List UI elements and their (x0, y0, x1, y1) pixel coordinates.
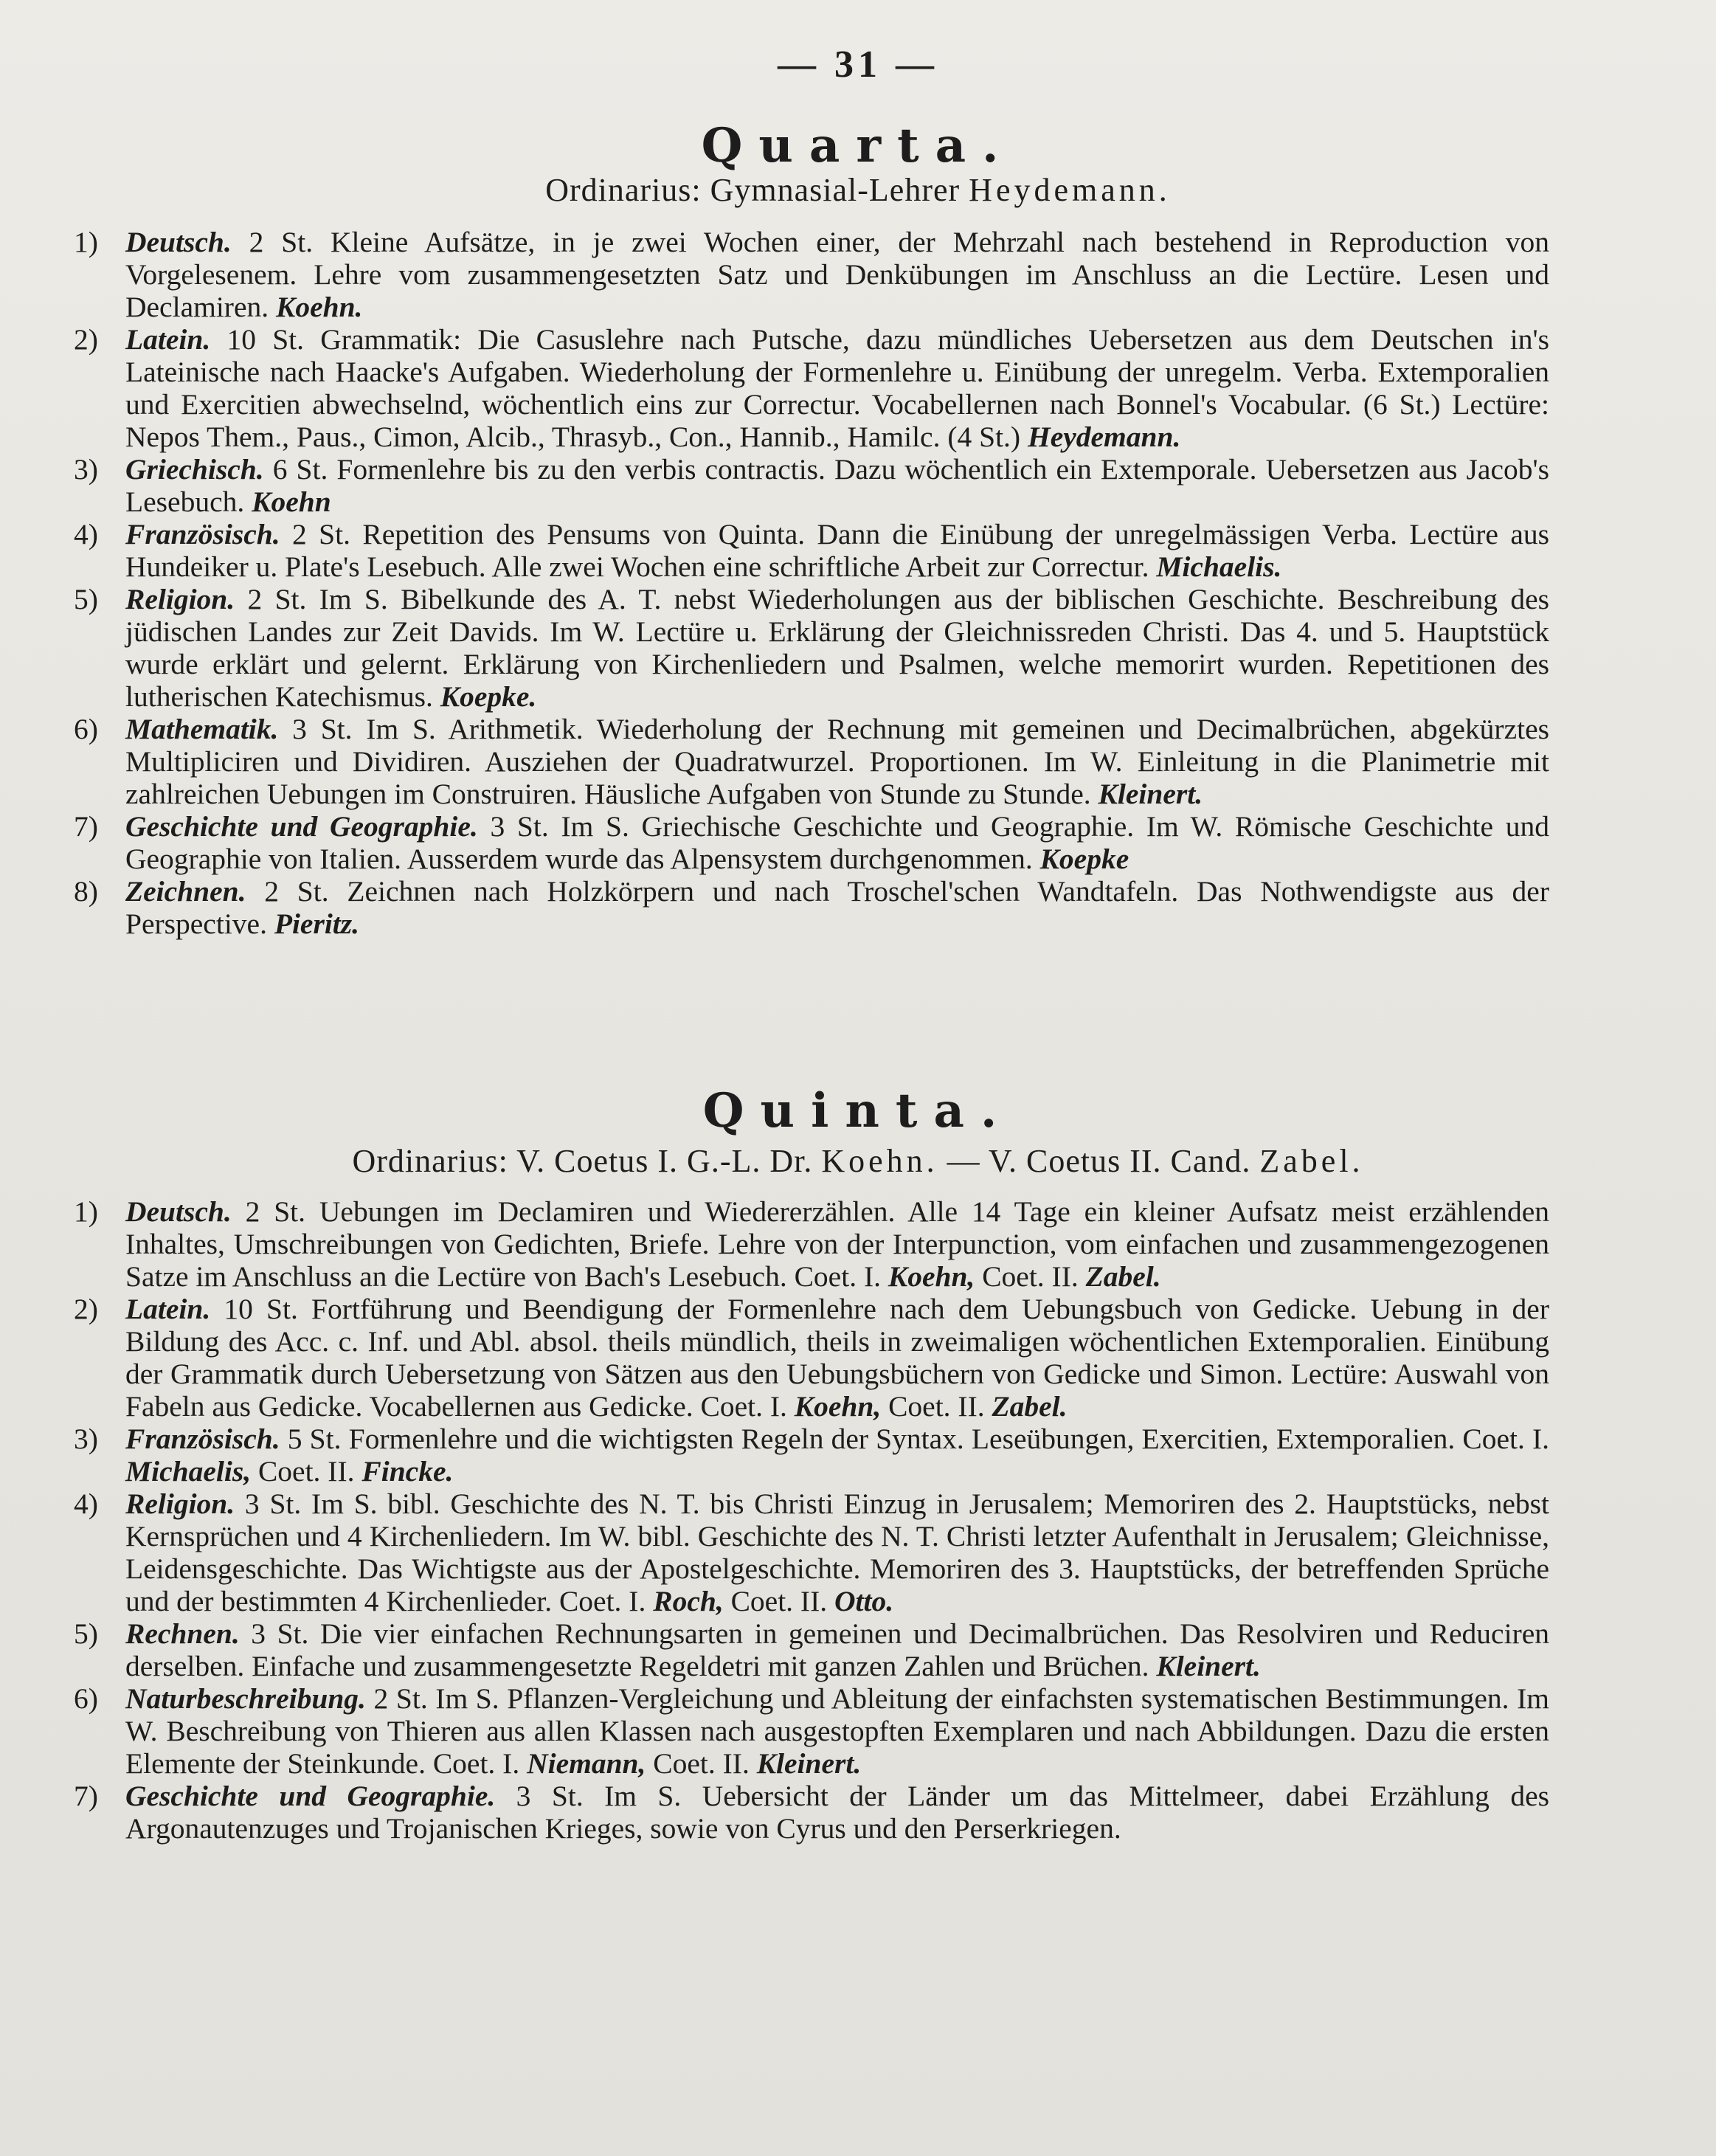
ordinarius-name: Koehn. (821, 1143, 938, 1179)
description: 2 St. Repetition des Pensums von Quinta. Dann die Einübung der unregelmässigen Verba. Lectüre aus Hundeiker u. Plate's Lesebuch. Alle zwei Wochen eine schriftliche Arbeit zur Correctur. (125, 518, 1549, 583)
description: 2 St. Im S. Bibelkunde des A. T. nebst Wiederholungen aus der biblischen Geschichte. Beschreibung des jüdischen Landes zur Zeit Davids. Im W. Lectüre u. Erklärung der Gleichnissreden Christi. Das 4. und 5. Hauptstück wurde erklärt und gelernt. Erklärung von Kirchenliedern und Psalmen, welche memorirt wurden. Repetitionen des lutherischen Katechismus. (125, 583, 1549, 713)
teacher: Kleinert. (1156, 1650, 1261, 1682)
item-number: 1) (74, 226, 98, 258)
teacher: Koepke (1039, 843, 1129, 875)
description-2: Coet. II. (975, 1260, 1086, 1293)
teacher: Koehn. (275, 291, 363, 323)
quarta-item-mathematik (74, 713, 1549, 810)
subject: Geschichte und Geographie. (125, 1780, 496, 1812)
teacher: Koehn (252, 486, 331, 518)
subject: Rechnen. (125, 1617, 240, 1650)
ordinarius-text-2: — V. Coetus II. Cand. (947, 1143, 1251, 1179)
ordinarius-name-2: Zabel. (1259, 1143, 1364, 1179)
teacher-2: Zabel. (992, 1390, 1068, 1423)
teacher-2: Zabel. (1085, 1260, 1161, 1293)
subject: Französisch. (125, 1423, 280, 1455)
ordinarius-text: V. Coetus I. G.-L. Dr. (516, 1143, 813, 1179)
teacher-2: Kleinert. (756, 1747, 862, 1780)
subject: Religion. (125, 583, 235, 615)
description: 3 St. Im S. bibl. Geschichte des N. T. bis Christi Einzug in Jerusalem; Memoriren des 2. Hauptstücks, nebst Kernsprüchen und 4 Kirchenliedern. Im W. bibl. Geschichte des N. T. Christi letzter Aufenthalt in Jerusalem; Gleichnisse, Leidensgeschichte. Das Wichtigste aus der Apostelgeschichte. Memoriren des 3. Hauptstücks, der betreffenden Sprüche und der bestimmten 4 Kirchenlieder. Coet. I. (125, 1488, 1549, 1617)
subject: Geschichte und Geographie. (125, 810, 478, 843)
teacher-2: Otto. (834, 1585, 894, 1617)
item-number: 3) (74, 1423, 98, 1455)
subject: Zeichnen. (125, 875, 246, 908)
item-number: 6) (74, 1682, 98, 1715)
subject: Naturbeschreibung. (125, 1682, 366, 1715)
teacher: Niemann, (527, 1747, 646, 1780)
quinta-curriculum (74, 1195, 1549, 1845)
subject: Griechisch. (125, 453, 264, 486)
description: 3 St. Im S. Uebersicht der Länder um das Mittelmeer, dabei Erzählung des Argonautenzuges und Trojanischen Krieges, sowie von Cyrus und den Perserkriegen. (125, 1780, 1550, 1845)
quarta-item-religion (74, 583, 1549, 713)
subject: Latein. (125, 323, 211, 356)
ordinarius-label: Ordinarius: (352, 1143, 508, 1179)
description: 2 St. Uebungen im Declamiren und Wiedererzählen. Alle 14 Tage ein kleiner Aufsatz meist erzählenden Inhaltes, Umschreibungen von Gedichten, Briefe. Lehre von der Interpunction, vom einfachen und zusammengezogenen Satze im Anschluss an die Lectüre von Bach's Lesebuch. Coet. I. (125, 1195, 1549, 1293)
subject: Deutsch. (125, 1195, 232, 1228)
item-number: 7) (74, 810, 98, 843)
description-2: Coet. II. (646, 1747, 757, 1780)
ordinarius-name: Heydemann. (969, 172, 1171, 208)
subject: Deutsch. (125, 226, 232, 258)
subject: Latein. (125, 1293, 211, 1325)
quarta-item-griechisch (74, 453, 1549, 518)
item-number: 4) (74, 1488, 98, 1520)
teacher: Koehn, (794, 1390, 882, 1423)
teacher: Pieritz. (274, 908, 360, 940)
subject: Religion. (125, 1488, 235, 1520)
item-number: 2) (74, 323, 98, 356)
quinta-heading: Quinta. (702, 1083, 1014, 1139)
item-number: 2) (74, 1293, 98, 1325)
teacher: Koepke. (440, 680, 537, 713)
description: 2 St. Im S. Pflanzen-Vergleichung und Ableitung der einfachsten systematischen Bestimmungen. Im W. Beschreibung von Thieren aus allen Klassen nach ausgestopften Exemplaren und nach Abbildungen. Dazu die ersten Elemente der Steinkunde. Coet. I. (125, 1682, 1549, 1780)
teacher-2: Fincke. (361, 1455, 454, 1488)
quinta-item-naturbeschreibung (74, 1682, 1549, 1780)
quinta-item-latein (74, 1293, 1549, 1423)
item-number: 3) (74, 453, 98, 486)
description: 2 St. Zeichnen nach Holzkörpern und nach Troschel'schen Wandtafeln. Das Nothwendigste aus der Perspective. (125, 875, 1549, 940)
quinta-item-franzoesisch (74, 1423, 1549, 1488)
teacher: Michaelis, (125, 1455, 252, 1488)
description-2: Coet. II. (881, 1390, 992, 1423)
description: 3 St. Im S. Arithmetik. Wiederholung der Rechnung mit gemeinen und Decimalbrüchen, abgekürztes Multipliciren und Dividiren. Ausziehen der Quadratwurzel. Proportionen. Im W. Einleitung in die Planimetrie mit zahlreichen Uebungen im Construiren. Häusliche Aufgaben von Stunde zu Stunde. (125, 713, 1549, 810)
teacher: Michaelis. (1156, 550, 1282, 583)
description: 10 St. Fortführung und Beendigung der Formenlehre nach dem Uebungsbuch von Gedicke. Uebung in der Bildung des Acc. c. Inf. und Abl. absol. theils mündlich, theils in zweimaligen wöchentlichen Extemporalien. Einübung der Grammatik durch Uebersetzung von Sätzen aus den Uebungsbüchern von Gedicke und Simon. Lectüre: Auswahl von Fabeln aus Gedicke. Vocabellernen aus Gedicke. Coet. I. (125, 1293, 1549, 1423)
quinta-item-geschichte (74, 1780, 1549, 1845)
quinta-ordinarius (0, 1142, 1716, 1180)
quarta-ordinarius (0, 171, 1716, 209)
quarta-item-franzoesisch (74, 518, 1549, 583)
quarta-heading: Quarta. (701, 118, 1015, 173)
ordinarius-label: Ordinarius: (545, 172, 702, 208)
ordinarius-text: Gymnasial-Lehrer (710, 172, 961, 208)
item-number: 5) (74, 583, 98, 615)
quarta-item-zeichnen (74, 875, 1549, 940)
description: 5 St. Formenlehre und die wichtigsten Regeln der Syntax. Leseübungen, Exercitien, Extemporalien. Coet. I. (280, 1423, 1549, 1455)
quarta-item-deutsch (74, 226, 1549, 323)
item-number: 6) (74, 713, 98, 745)
teacher: Kleinert. (1098, 778, 1203, 810)
teacher: Roch, (653, 1585, 724, 1617)
subject: Französisch. (125, 518, 280, 550)
quarta-curriculum (74, 226, 1549, 940)
teacher: Koehn, (888, 1260, 975, 1293)
quinta-item-religion (74, 1488, 1549, 1617)
item-number: 8) (74, 875, 98, 908)
description-2: Coet. II. (723, 1585, 834, 1617)
quinta-item-rechnen (74, 1617, 1549, 1682)
item-number: 4) (74, 518, 98, 550)
item-number: 5) (74, 1617, 98, 1650)
item-number: 1) (74, 1195, 98, 1228)
item-number: 7) (74, 1780, 98, 1812)
description: 3 St. Im S. Griechische Geschichte und Geographie. Im W. Römische Geschichte und Geographie von Italien. Ausserdem wurde das Alpensystem durchgenommen. (125, 810, 1550, 875)
description: 6 St. Formenlehre bis zu den verbis contractis. Dazu wöchentlich ein Extemporale. Uebersetzen aus Jacob's Lesebuch. (125, 453, 1549, 518)
description: 2 St. Kleine Aufsätze, in je zwei Wochen einer, der Mehrzahl nach bestehend in Reproduction von Vorgelesenem. Lehre vom zusammengesetzten Satz und Denkübungen im Anschluss an die Lectüre. Lesen und Declamiren. (125, 226, 1549, 323)
subject: Mathematik. (125, 713, 279, 745)
page-number: — 31 — (778, 44, 938, 86)
description: 3 St. Die vier einfachen Rechnungsarten in gemeinen und Decimalbrüchen. Das Resolviren und Reduciren derselben. Einfache und zusammengesetzte Regeldetri mit ganzen Zahlen und Brüchen. (125, 1617, 1549, 1682)
description: 10 St. Grammatik: Die Casuslehre nach Putsche, dazu mündliches Uebersetzen aus dem Deutschen in's Lateinische nach Haacke's Aufgaben. Wiederholung der Formenlehre u. Einübung der unregelm. Verba. Extemporalien und Exercitien abwechselnd, wöchentlich eins zur Correctur. Vocabellernen nach Bonnel's Vocabular. (6 St.) Lectüre: Nepos Them., Paus., Cimon, Alcib., Thrasyb., Con., Hannib., Hamilc. (4 St.) (125, 323, 1549, 453)
quarta-item-geschichte (74, 810, 1549, 875)
quarta-item-latein (74, 323, 1549, 453)
description-2: Coet. II. (251, 1455, 362, 1488)
teacher: Heydemann. (1027, 421, 1181, 453)
quinta-item-deutsch (74, 1195, 1549, 1293)
